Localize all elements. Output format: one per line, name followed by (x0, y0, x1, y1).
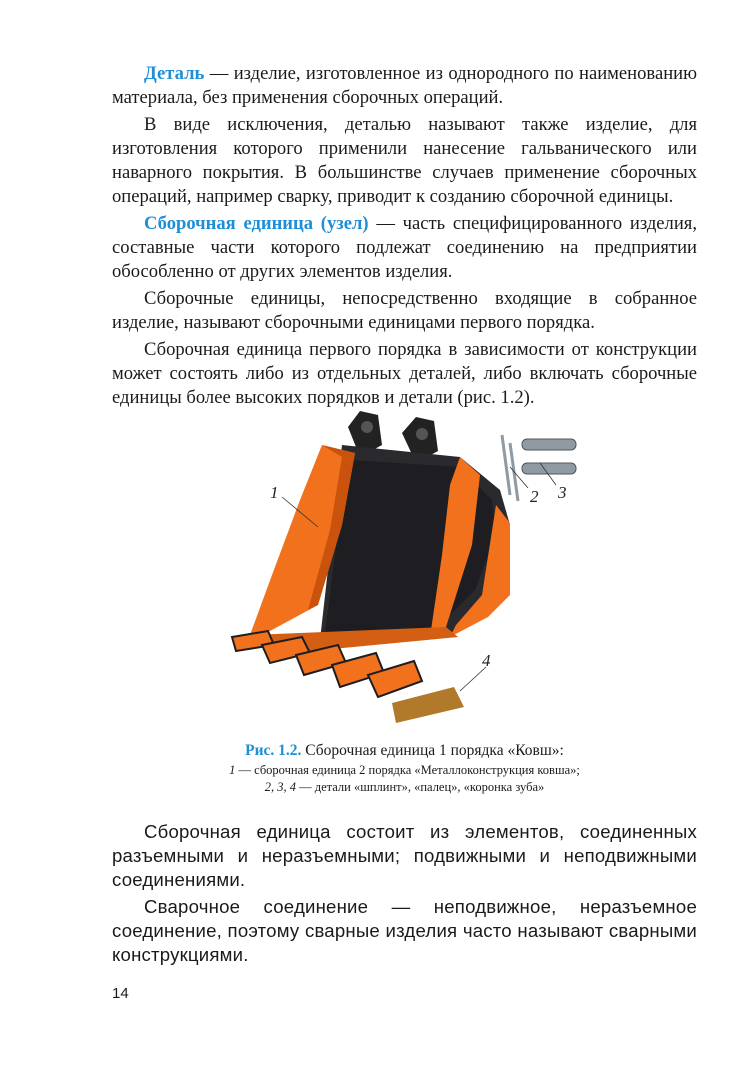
caption-title-text: Сборочная единица 1 порядка «Ковш»: (301, 742, 564, 759)
paragraph-structure: Сборочная единица первого порядка в зависимости от конструкции может состоять либо из отдельных деталей, либо включать сборочные единицы более высоких порядков и детали (рис. 1.2). (112, 339, 697, 408)
figure-label-3: 3 (558, 483, 567, 502)
caption-line-2 (112, 779, 697, 796)
bucket-illustration (210, 405, 590, 725)
paragraph-exception: В виде исключения, деталью называют также изделие, для изготовления которого применили нанесение гальванического или наварного покрытия. В большинстве случаев применение сборочных операций, например сварку, приводит к созданию сборочной единицы. (112, 114, 697, 207)
page-number: 14 (112, 985, 129, 1002)
caption-line-1-text: — сборочная единица 2 порядка «Металлоконструкция ковша»; (235, 763, 580, 777)
tooth-crown (392, 687, 464, 723)
paragraph-elements: Сборочная единица состоит из элементов, соединенных разъемными и неразъемными; подвижными и неподвижными соединениями. (112, 821, 697, 890)
paragraph-detail (112, 62, 697, 110)
lower-text (112, 820, 697, 970)
caption-line-2-text: — детали «шплинт», «палец», «коронка зуба» (295, 780, 545, 794)
caption-title (112, 740, 697, 762)
paragraph-detail-text: — изделие, изготовленное из однородного по наименованию материала, без применения сборочных операций. (112, 63, 697, 108)
paragraph-assembly-text: — часть специфицированного изделия, составные части которого подлежат соединению на предприятии обособленно от других элементов изделия. (112, 213, 697, 282)
paragraph-assembly (112, 212, 697, 284)
caption-line-2-num: 2, 3, 4 (264, 780, 296, 794)
figure-label-1: 1 (270, 483, 279, 502)
cotter-pins (502, 435, 518, 501)
figure-caption (112, 740, 697, 796)
figure-bucket (210, 405, 590, 725)
pins (522, 439, 576, 474)
paragraph-welding: Сварочное соединение — неподвижное, неразъемное соединение, поэтому сварные изделия часто называют сварными конструкциями. (112, 896, 697, 965)
caption-line-1 (112, 762, 697, 779)
term-assembly-unit: Сборочная единица (узел) (144, 213, 369, 234)
figure-label-2: 2 (530, 487, 539, 506)
term-detail: Деталь (144, 63, 205, 84)
upper-text (112, 62, 697, 413)
caption-line-1-num: 1 (229, 763, 236, 777)
paragraph-first-order: Сборочные единицы, непосредственно входящие в собранное изделие, называют сборочными единицами первого порядка. (112, 288, 697, 333)
figure-label-4: 4 (482, 651, 491, 670)
caption-label: Рис. 1.2. (245, 742, 302, 759)
